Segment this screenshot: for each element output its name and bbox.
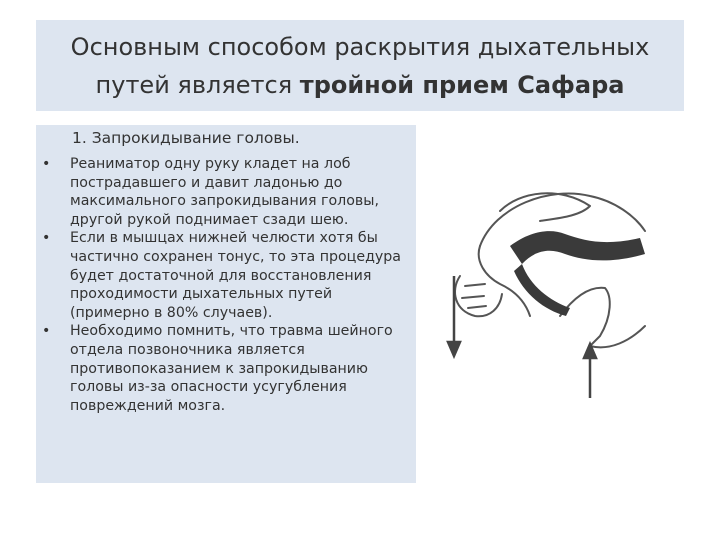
bullet-dot: • bbox=[42, 323, 51, 340]
bullet-text-3: Необходимо помнить, что травма шейного отдела позвоночника является противопоказанием к запрокидыванию головы из-за опасности усугубления повреждений мозга. bbox=[70, 323, 393, 414]
airway bbox=[510, 231, 645, 264]
bullet-dot: • bbox=[42, 230, 51, 247]
title-line-2 bbox=[36, 66, 684, 104]
bullet-text-1: Реаниматор одну руку кладет на лоб пострадавшего и давит ладонью до максимального запрокидывания головы, другой рукой поднимает сзади шею. bbox=[70, 156, 379, 228]
head-tilt-illustration bbox=[440, 176, 660, 404]
subheading: 1. Запрокидывание головы. bbox=[72, 129, 300, 147]
slide-title bbox=[36, 28, 684, 104]
title-line-2-bold: тройной прием Сафара bbox=[299, 71, 625, 99]
down-arrow bbox=[448, 276, 460, 356]
bullet-dot: • bbox=[42, 156, 51, 172]
forehead-hand bbox=[500, 193, 590, 221]
airway-lower bbox=[514, 264, 570, 316]
title-line-1: Основным способом раскрытия дыхательных bbox=[70, 33, 650, 61]
bullet-text-2: Если в мышцах нижней челюсти хотя бы частично сохранен тонус, то эта процедура будет достаточной для восстановления проходимости дыхательных путей (примерно в 80% случаев). bbox=[70, 230, 401, 321]
bullet-list bbox=[42, 155, 402, 415]
bullet-item-2 bbox=[42, 229, 402, 322]
up-arrow bbox=[584, 344, 596, 398]
neck-hand bbox=[560, 288, 610, 346]
bullet-item-1 bbox=[42, 155, 402, 229]
bullet-item-3 bbox=[42, 322, 402, 415]
title-line-2-prefix: путей является bbox=[95, 71, 300, 99]
